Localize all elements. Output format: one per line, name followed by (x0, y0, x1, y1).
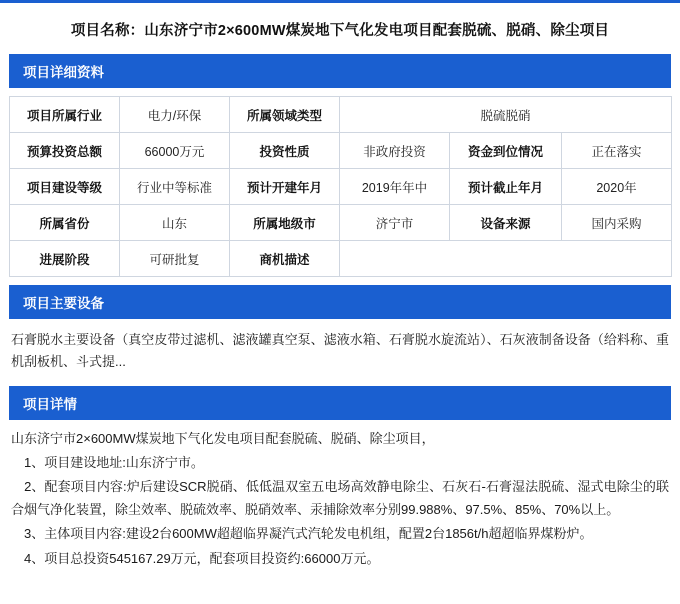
field-value: 国内采购 (562, 205, 672, 241)
field-label: 项目所属行业 (10, 97, 120, 133)
project-info-line: 1、项目建设地址:山东济宁市。 (11, 455, 204, 471)
field-label: 预计截止年月 (450, 169, 562, 205)
field-label: 预计开建年月 (230, 169, 340, 205)
project-details-table-wrap (9, 96, 671, 277)
equipment-text: 石膏脱水主要设备（真空皮带过滤机、滤液罐真空泵、滤液水箱、石膏脱水旋流站）、石灰液制备设备（给料称、重机刮板机、斗式提... (11, 332, 669, 370)
field-label: 所属地级市 (230, 205, 340, 241)
field-value: 66000万元 (120, 133, 230, 169)
field-label: 所属领域类型 (230, 97, 340, 133)
field-label: 资金到位情况 (450, 133, 562, 169)
field-value: 非政府投资 (340, 133, 450, 169)
field-value: 2020年 (562, 169, 672, 205)
project-info-line: 4、项目总投资545167.29万元，配套项目投资约:66000万元。 (11, 550, 380, 566)
table-row (10, 169, 672, 205)
project-info-line: 3、主体项目内容:建设2台600MW超超临界凝汽式汽轮发电机组，配置2台1856t/h超超临界煤粉炉。 (11, 526, 593, 542)
table-row (10, 205, 672, 241)
field-label: 进展阶段 (10, 241, 120, 277)
field-value: 2019年年中 (340, 169, 450, 205)
project-details-table (9, 96, 672, 277)
field-label: 所属省份 (10, 205, 120, 241)
field-label: 设备来源 (450, 205, 562, 241)
field-label: 商机描述 (230, 241, 340, 277)
field-value (340, 241, 672, 277)
table-row (10, 97, 672, 133)
field-label: 预算投资总额 (10, 133, 120, 169)
project-info-line: 2、配套项目内容:炉后建设SCR脱硝、低低温双室五电场高效静电除尘、石灰石-石膏湿法脱硫、湿式电除尘的联合烟气净化装置，除尘效率、脱硫效率、脱硝效率、汞捕除效率分别99.988%、97.5%、85%、70%以上。 (11, 479, 669, 517)
section-header-info: 项目详情 (9, 386, 671, 420)
field-label: 投资性质 (230, 133, 340, 169)
table-row (10, 241, 672, 277)
field-value: 济宁市 (340, 205, 450, 241)
project-info-block (9, 420, 671, 570)
spacer (0, 88, 680, 96)
field-value: 行业中等标准 (120, 169, 230, 205)
document-title-bar (0, 3, 680, 54)
project-info-line: 山东济宁市2×600MW煤炭地下气化发电项目配套脱硫、脱硝、除尘项目， (11, 430, 435, 446)
field-label: 项目建设等级 (10, 169, 120, 205)
spacer (0, 277, 680, 285)
field-value: 可研批复 (120, 241, 230, 277)
field-value: 山东 (120, 205, 230, 241)
section-header-equipment: 项目主要设备 (9, 285, 671, 319)
page-title: 项目名称：山东济宁市2×600MW煤炭地下气化发电项目配套脱硫、脱硝、除尘项目 (70, 23, 610, 39)
field-value: 脱硫脱硝 (340, 97, 672, 133)
section-header-details: 项目详细资料 (9, 54, 671, 88)
field-value: 电力/环保 (120, 97, 230, 133)
table-row (10, 133, 672, 169)
field-value: 正在落实 (562, 133, 672, 169)
